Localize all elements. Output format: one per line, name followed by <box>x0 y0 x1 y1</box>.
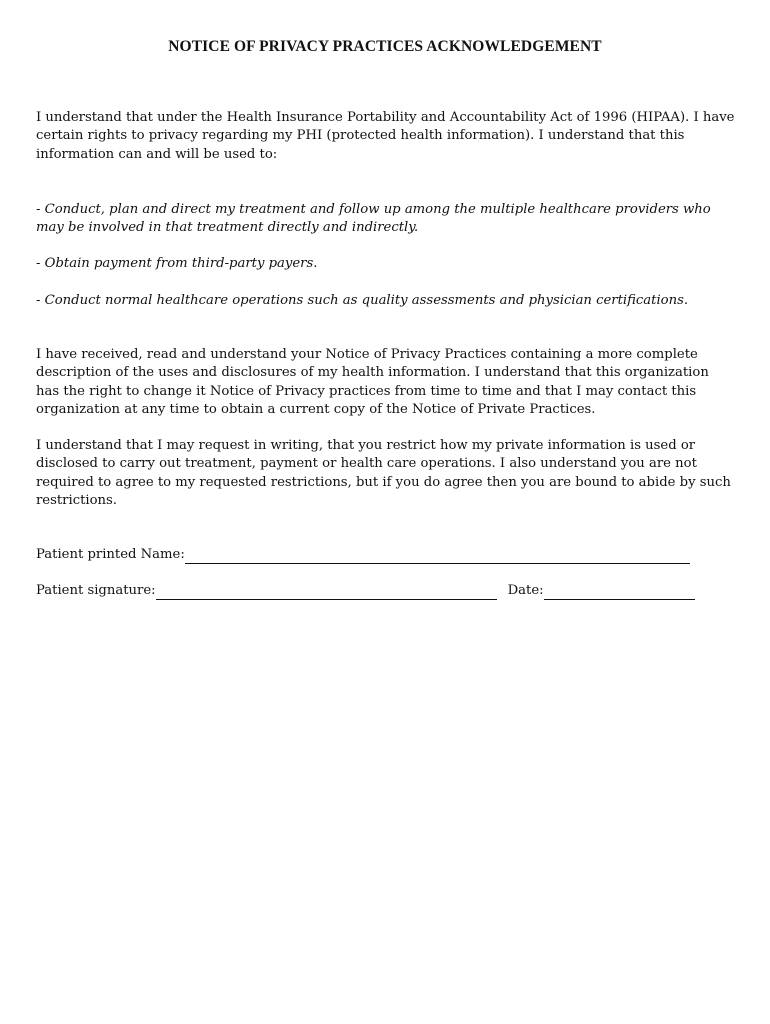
date-field[interactable] <box>544 585 695 600</box>
use-item-payment: - Obtain payment from third-party payers. <box>36 256 318 271</box>
patient-name-field[interactable] <box>185 549 690 564</box>
patient-name-row <box>36 546 690 564</box>
received-paragraph: I have received, read and understand your Notice of Privacy Practices containing a more complete description of the uses and disclosures of my health information. I understand that this organization has the right to change it Notice of Privacy practices from time to time and that I may contact this organization at any time to obtain a current copy of the Notice of Private Practices. <box>36 347 709 418</box>
date-label: Date: <box>507 583 544 598</box>
use-item-treatment: - Conduct, plan and direct my treatment and follow up among the multiple healthcare providers who may be involved in that treatment directly and indirectly. <box>36 202 711 236</box>
patient-name-label: Patient printed Name: <box>36 547 185 562</box>
request-paragraph: I understand that I may request in writing, that you restrict how my private information is used or disclosed to carry out treatment, payment or health care operations. I also understand you are not required to agree to my requested restrictions, but if you do agree then you are bound to abide by such restrictions. <box>36 438 731 509</box>
patient-signature-label: Patient signature: <box>36 583 156 598</box>
signature-row <box>36 582 695 600</box>
patient-signature-field[interactable] <box>156 585 497 600</box>
intro-paragraph: I understand that under the Health Insurance Portability and Accountability Act of 1996 (HIPAA). I have certain rights to privacy regarding my PHI (protected health information). I understand that this information can and will be used to: <box>36 110 735 162</box>
document-title: NOTICE OF PRIVACY PRACTICES ACKNOWLEDGEMENT <box>168 38 602 55</box>
use-item-operations: - Conduct normal healthcare operations such as quality assessments and physician certifications. <box>36 293 689 308</box>
